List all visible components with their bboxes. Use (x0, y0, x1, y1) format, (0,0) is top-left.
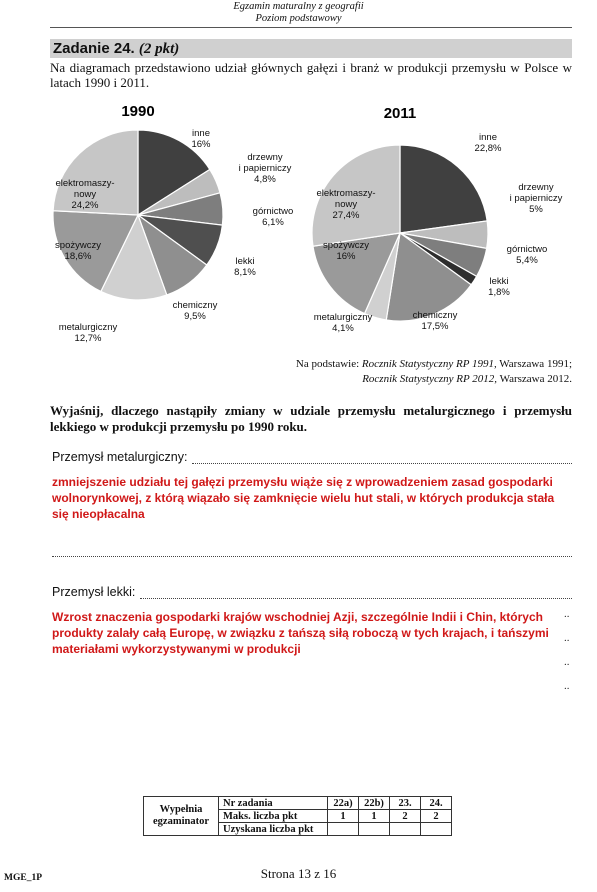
pie-label-2011-7: elektromaszy-nowy 27,4% (316, 188, 376, 221)
pie-label-1990-1: drzewny i papierniczy 4,8% (238, 152, 292, 185)
obtained-points-1[interactable] (328, 823, 359, 836)
light-label: Przemysł lekki: (52, 585, 136, 599)
header-divider (50, 27, 572, 28)
pie-label-1990-6: spożywczy 18,6% (55, 240, 101, 262)
source-line-1: Na podstawie: Rocznik Statystyczny RP 1991, Warszawa 1991; (295, 358, 572, 370)
metal-dotted-line-2 (52, 556, 572, 557)
pie-label-1990-0: inne 16% (191, 128, 211, 150)
exam-code: MGE_1P (4, 873, 42, 883)
dots-mark-2: .. (564, 632, 570, 644)
grading-table (143, 796, 452, 836)
light-dotted-line (140, 598, 572, 599)
question-text: Wyjaśnij, dlaczego nastąpiły zmiany w udziale przemysłu metalurgicznego i przemysłu lekkiego w produkcji przemysłu po 1990 roku. (50, 403, 572, 434)
task-title (53, 40, 179, 58)
obtained-points-4[interactable] (421, 823, 452, 836)
pie-label-2011-3: lekki 1,8% (488, 276, 510, 298)
max-points-4: 2 (421, 810, 452, 823)
page-number: Strona 13 z 16 (260, 866, 337, 881)
pie-label-2011-2: górnictwo 5,4% (506, 244, 548, 266)
examiner-label: Wypełnia egzaminator (144, 797, 219, 836)
row-max-points-label: Maks. liczba pkt (219, 810, 328, 823)
metal-dotted-line (192, 463, 572, 464)
max-points-3: 2 (390, 810, 421, 823)
pie-label-1990-7: elektromaszy-nowy 24,2% (55, 178, 115, 211)
pie-title-1990: 1990 (121, 103, 155, 120)
metal-answer[interactable]: zmniejszenie udziału tej gałęzi przemysłu wiąże się z wprowadzeniem zasad gospodarki wolnorynkowej, z którą wiązało się zamknięcie wielu hut stali, w których produkcja stała się nieopłacalna (52, 475, 555, 521)
source-line-2: Rocznik Statystyczny RP 2012, Warszawa 2012. (362, 373, 572, 385)
row-obtained-points-label: Uzyskana liczba pkt (219, 823, 328, 836)
pie-label-2011-4: chemiczny 17,5% (412, 310, 458, 332)
pie-slice-inne (400, 145, 487, 233)
pie-label-1990-2: górnictwo 6,1% (252, 206, 294, 228)
obtained-points-2[interactable] (359, 823, 390, 836)
task-points: (2 pkt) (138, 41, 180, 57)
exam-level: Poziom podstawowy (255, 13, 342, 24)
metal-label: Przemysł metalurgiczny: (52, 450, 188, 464)
task-intro: Na diagramach przedstawiono udział głównych gałęzi i branż w produkcji przemysłu w Polsce w latach 1990 i 2011. (50, 60, 572, 90)
pie-chart-2011 (312, 105, 563, 334)
dots-mark-1: .. (564, 608, 570, 620)
pie-label-2011-6: spożywczy 16% (323, 240, 369, 262)
pie-charts (40, 98, 585, 360)
light-answer[interactable]: Wzrost znaczenia gospodarki krajów wschodniej Azji, szczególnie Indii i Chin, których produkty zalały całą Europę, w związku z tańszą siłą roboczą w tych krajach, i tańszymi materiałami wykorzystywanymi w produkcji (52, 610, 549, 656)
task-number: Zadanie 24. (53, 40, 135, 57)
task-col-3: 23. (390, 797, 421, 810)
pie-title-2011: 2011 (383, 105, 417, 122)
pie-chart-1990 (53, 103, 293, 344)
pie-label-2011-1: drzewny i papierniczy 5% (509, 182, 563, 215)
pie-label-2011-0: inne 22,8% (474, 132, 502, 154)
obtained-points-3[interactable] (390, 823, 421, 836)
row-task-number-label: Nr zadania (219, 797, 328, 810)
pie-label-1990-5: metalurgiczny 12,7% (58, 322, 118, 344)
max-points-1: 1 (328, 810, 359, 823)
task-col-2: 22b) (359, 797, 390, 810)
max-points-2: 1 (359, 810, 390, 823)
exam-title: Egzamin maturalny z geografii (233, 1, 364, 12)
task-col-1: 22a) (328, 797, 359, 810)
dots-mark-4: .. (564, 680, 570, 692)
dots-mark-3: .. (564, 656, 570, 668)
pie-label-2011-5: metalurgiczny 4,1% (313, 312, 373, 334)
pie-label-1990-4: chemiczny 9,5% (172, 300, 218, 322)
task-col-4: 24. (421, 797, 452, 810)
pie-label-1990-3: lekki 8,1% (234, 256, 256, 278)
